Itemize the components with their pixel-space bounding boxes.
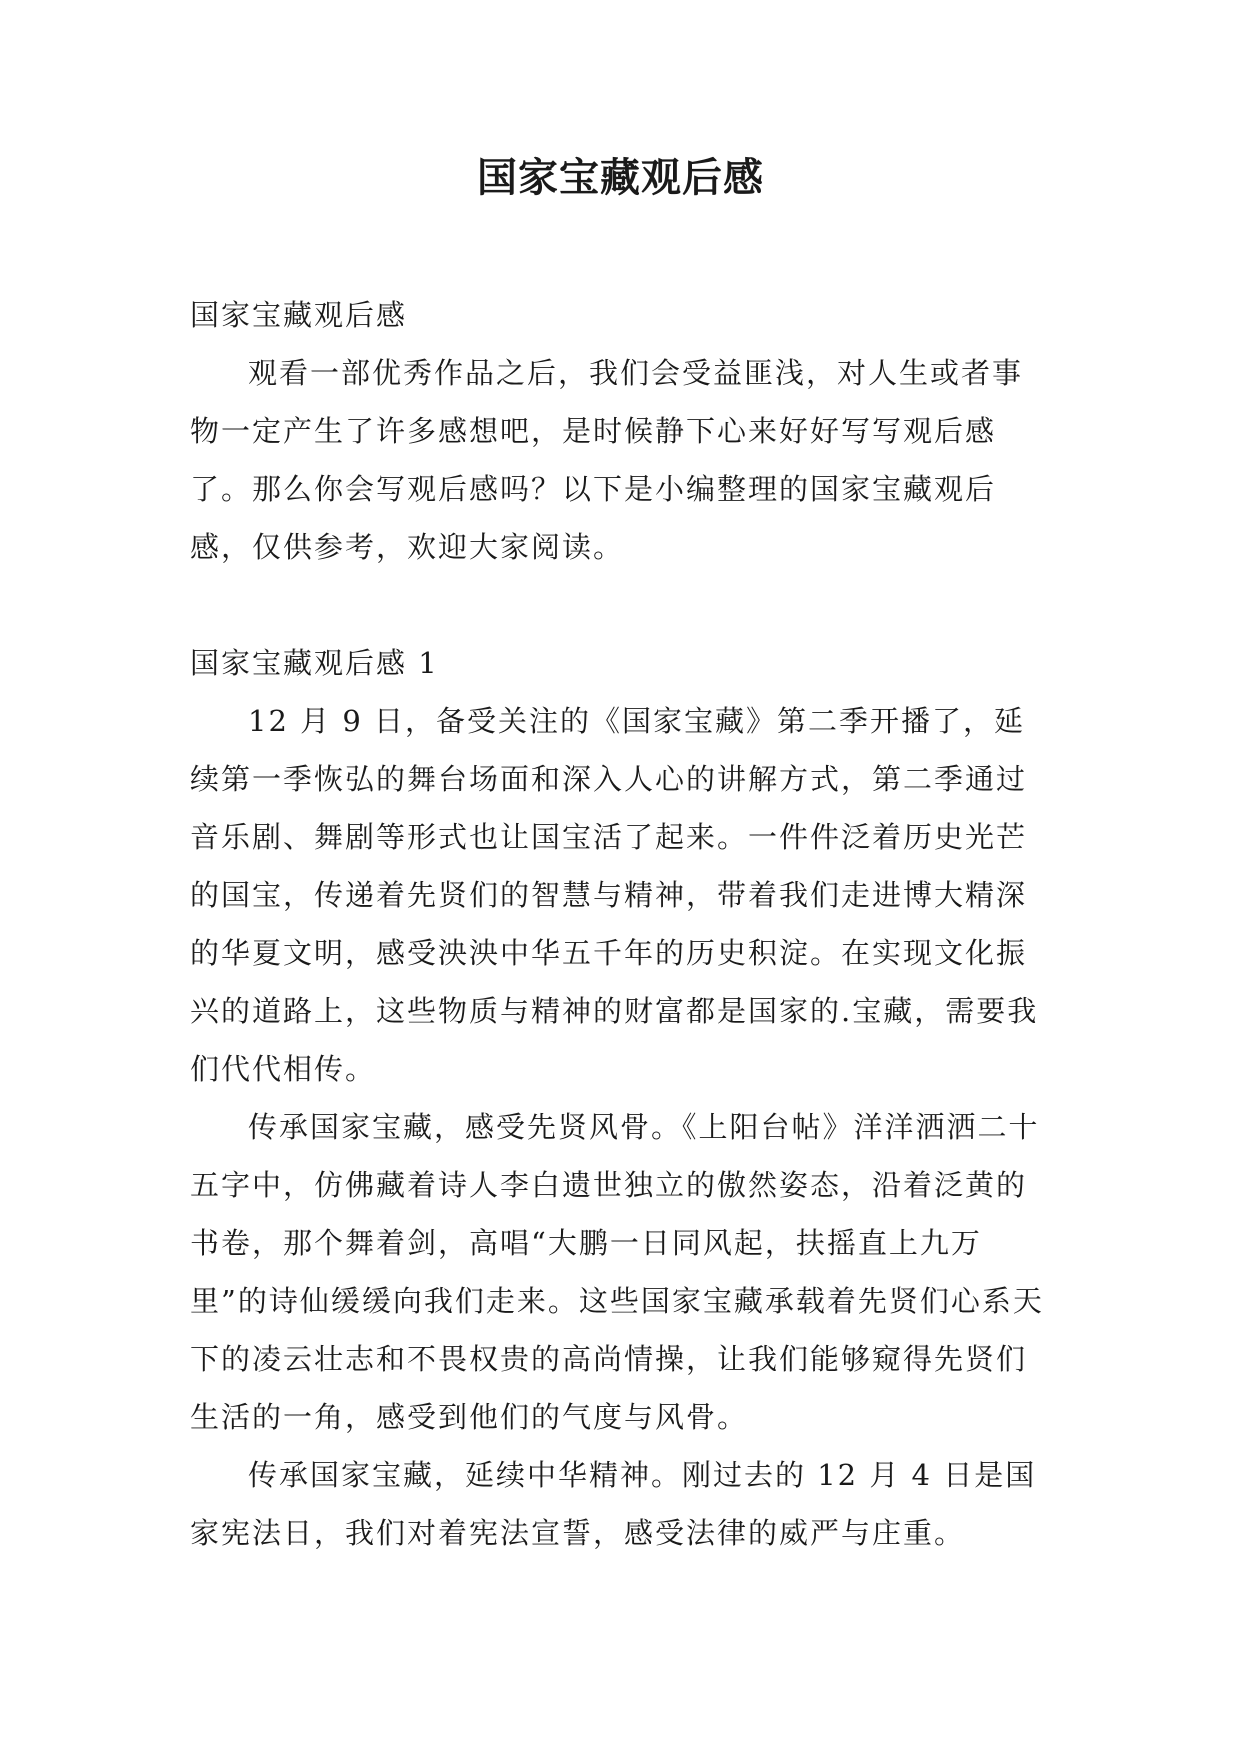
- section1-paragraph-2: 传承国家宝藏，感受先贤风骨。《上阳台帖》洋洋洒洒二十五字中，仿佛藏着诗人李白遗世独立的傲然姿态，沿着泛黄的书卷，那个舞着剑，高唱“大鹏一日同风起，扶摇直上九万里”的诗仙缓缓向我们走来。这些国家宝藏承载着先贤们心系天下的凌云壮志和不畏权贵的高尚情操，让我们能够窥得先贤们生活的一角，感受到他们的气度与风骨。: [190, 1110, 1044, 1434]
- document-body: [190, 286, 1052, 1562]
- intro-heading: 国家宝藏观后感: [190, 298, 408, 332]
- section1-paragraph-1: 12 月 9 日，备受关注的《国家宝藏》第二季开播了，延续第一季恢弘的舞台场面和深入人心的讲解方式，第二季通过音乐剧、舞剧等形式也让国宝活了起来。一件件泛着历史光芒的国宝，传递着先贤们的智慧与精神，带着我们走进博大精深的华夏文明，感受泱泱中华五千年的历史积淀。在实现文化振兴的道路上，这些物质与精神的财富都是国家的.宝藏，需要我们代代相传。: [190, 704, 1039, 1086]
- section-spacer: [190, 576, 1052, 634]
- section1-paragraph-3: 传承国家宝藏，延续中华精神。刚过去的 12 月 4 日是国家宪法日，我们对着宪法宣誓，感受法律的威严与庄重。: [190, 1458, 1037, 1550]
- document-title: 国家宝藏观后感: [477, 154, 764, 201]
- section1-heading: 国家宝藏观后感 1: [190, 646, 439, 680]
- intro-paragraph: 观看一部优秀作品之后，我们会受益匪浅，对人生或者事物一定产生了许多感想吧，是时候静下心来好好写写观后感了。那么你会写观后感吗？以下是小编整理的国家宝藏观后感，仅供参考，欢迎大家阅读。: [190, 356, 1024, 564]
